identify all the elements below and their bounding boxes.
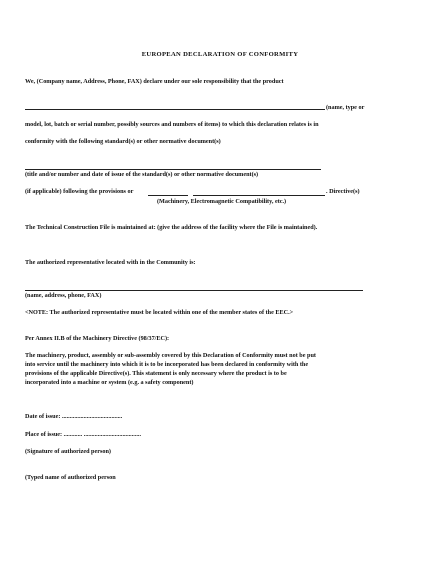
annex-paragraph-line-4: incorporated into a machine or system (e.g. a safety component)	[25, 379, 194, 386]
provisions-text: (if applicable) following the provisions or	[25, 188, 134, 195]
directive-types-caption: (Machinery, Electromagnetic Compatibility, etc.)	[157, 198, 287, 205]
representative-caption: (name, address, phone, FAX)	[25, 292, 102, 299]
standards-caption: (title and/or number and date of issue of the standard(s) or other normative document(s)	[25, 171, 259, 178]
typed-name-label: (Typed name of authorized person	[25, 474, 116, 481]
date-of-issue-field[interactable]: Date of issue: .......................................	[25, 413, 123, 420]
document-title: EUROPEAN DECLARATION OF CONFORMITY	[141, 51, 299, 58]
place-of-issue-field[interactable]: Place of issue: ............ .....................................	[25, 431, 142, 438]
note-text: <NOTE: The authorized representative must be located within one of the member states of the EEC.>	[25, 309, 294, 316]
directive-blank[interactable]	[193, 195, 325, 196]
standards-line[interactable]	[25, 169, 321, 170]
annex-heading: Per Annex II.B of the Machinery Directive (98/37/EC):	[25, 335, 170, 342]
product-name-line[interactable]	[25, 109, 325, 110]
representative-text: The authorized representative located with in the Community is:	[25, 259, 196, 266]
annex-paragraph-line-3: provisions of the applicable Directive(s). This statement is only necessary where the product is to be	[25, 370, 287, 377]
product-name-caption: (name, type or	[326, 104, 365, 111]
product-details-text: model, lot, batch or serial number, possibly sources and numbers of items) to which this declaration relates is in	[25, 121, 319, 128]
directives-label: . Directive(s)	[326, 188, 360, 195]
representative-line[interactable]	[25, 290, 363, 291]
signature-label: (Signature of authorized person)	[25, 448, 111, 455]
conformity-text: conformity with the following standard(s) or other normative document(s)	[25, 138, 221, 145]
annex-paragraph-line-1: The machinery, product, assembly or sub-assembly covered by this Declaration of Conformity must not be put	[25, 352, 316, 359]
provisions-blank[interactable]	[148, 195, 188, 196]
declaration-intro: We, (Company name, Address, Phone, FAX) declare under our sole responsibility that the product	[25, 78, 284, 85]
annex-paragraph-line-2: into service until the machinery into which it is to be incorporated has been declared in conformity with the	[25, 361, 309, 368]
technical-file-text: The Technical Construction File is maintained at: (give the address of the facility where the File is maintained).	[25, 224, 318, 231]
